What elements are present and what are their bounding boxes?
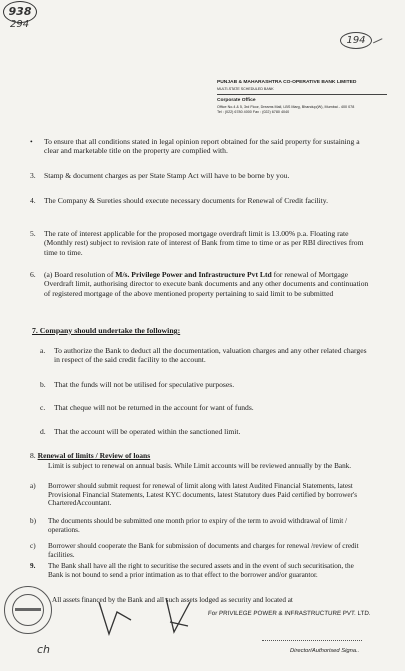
section-8-item-c xyxy=(30,542,370,560)
letterhead xyxy=(217,80,399,114)
section-7-heading: 7. Company should undertake the following: xyxy=(32,326,181,335)
office-address: Office No.4 & 5, 3rd Floor, Dreams Mall, LBS Marg, Bhandup(W), Mumbai - 400 078 xyxy=(217,105,355,109)
item-letter: b. xyxy=(40,380,46,389)
item-text: That cheque will not be returned in the account for want of funds. xyxy=(54,403,254,412)
section-8-title: Renewal of limits / Review of loans xyxy=(37,451,151,460)
top-right-number-text: 194 xyxy=(346,35,366,46)
item-text: Borrower should submit request for renewal of limit along with latest Audited Financial Statements, latest Provisional Financial Statements, Latest KYC documents, latest Statutory dues Paid certified by borrower's CharteredAccountant. xyxy=(48,482,358,508)
section-9-number: 9. xyxy=(30,562,36,570)
handwritten-initials: ch xyxy=(37,643,51,656)
letterhead-rule xyxy=(217,94,387,95)
condition-item-5 xyxy=(30,229,370,259)
item-number: 4. xyxy=(30,196,36,205)
signature-scribble-middle xyxy=(160,592,196,638)
item-text: The documents should be submitted one month prior to expiry of the term to avoid withdrawal of limit / operations. xyxy=(48,517,348,534)
section-8-item-b xyxy=(30,517,370,535)
company-stamp: For PRIVILEGE POWER & INFRASTRUCTURE PVT. LTD. xyxy=(207,610,371,617)
item-text: To authorize the Bank to deduct all the documentation, valuation charges and any other related charges in respect of the said credit facility to the account. xyxy=(54,346,367,365)
item-6-text xyxy=(44,270,370,298)
item-number: • xyxy=(30,137,33,146)
section-7-item-b xyxy=(40,380,370,390)
item-text: The Company & Sureties should execute necessary documents for Renewal of Credit facility. xyxy=(44,196,328,205)
handwritten-number-text: 294 xyxy=(10,19,30,30)
authorised-signatory-label: Director/Authorised Signa.. xyxy=(290,648,360,654)
condition-item-3 xyxy=(30,171,370,181)
item-number: 5. xyxy=(30,229,36,238)
section-7-item-c xyxy=(40,403,370,413)
condition-item-6 xyxy=(30,270,370,310)
section-9 xyxy=(30,562,370,590)
handwritten-number-annotation xyxy=(10,19,29,30)
section-7-item-a xyxy=(40,346,370,366)
item-text: That the funds will not be utilised for speculative purposes. xyxy=(54,380,235,389)
signature-scribble-left xyxy=(95,598,135,640)
item-number: 3. xyxy=(30,171,36,180)
section-8-heading xyxy=(30,451,150,460)
stamp-signature-line xyxy=(262,640,362,641)
section-8-number: 8. xyxy=(30,451,36,460)
item-letter: a) xyxy=(30,482,36,490)
circled-number-text: 938 xyxy=(8,5,32,18)
section-8-intro: Limit is subject to renewal on annual basis. While Limit accounts will be reviewed annually by the Bank. xyxy=(48,462,352,470)
top-right-number-annotation xyxy=(340,32,372,49)
corner-scribble-mark xyxy=(373,38,385,49)
office-contact: Tel : (022) 6780 4000 Fax : (022) 6780 4040 xyxy=(217,110,290,114)
round-seal-stamp xyxy=(4,586,52,634)
item-text: That the account will be operated within the sanctioned limit. xyxy=(54,427,241,436)
item-letter: c) xyxy=(30,542,36,550)
section-9-text: The Bank shall have all the right to securitise the secured assets and in the event of such securitisation, the Bank is not bound to send a prior intimation as to that effect to the borrower and/or guarantor. xyxy=(48,562,354,579)
item-letter: d. xyxy=(40,427,46,436)
item-6-text-end: for renewal of Mortgage Overdraft limit, authorising director to execute bank documents and any other documents and continuation of registered mortgage of the above mentioned property pertaining to said limit to be submitted xyxy=(44,270,369,298)
section-8-item-a xyxy=(30,482,370,517)
item-letter: b) xyxy=(30,517,36,525)
seal-bar xyxy=(15,608,41,611)
item-letter: c. xyxy=(40,403,46,412)
section-7-item-d xyxy=(40,427,370,437)
item-text: Stamp & document charges as per State Stamp Act will have to be borne by you. xyxy=(44,171,290,180)
condition-item-4 xyxy=(30,196,370,216)
item-6-text-start: (a) Board resolution of xyxy=(44,270,116,279)
item-number: 6. xyxy=(30,270,36,279)
company-name-bold: M/s. Privilege Power and Infrastructure Pvt Ltd xyxy=(115,270,272,279)
bank-name: PUNJAB & MAHARASHTRA CO-OPERATIVE BANK LIMITED xyxy=(217,80,357,85)
item-text: Borrower should cooperate the Bank for submission of documents and charges for renewal /review of credit facilities. xyxy=(48,542,359,559)
section-9-last-line: All assets financed by the Bank and all such assets lodged as security and located at xyxy=(52,596,293,604)
corporate-office-label: Corporate Office xyxy=(217,98,256,103)
item-letter: a. xyxy=(40,346,46,355)
item-text: The rate of interest applicable for the proposed mortgage overdraft limit is 13.00% p.a. Floating rate (Monthly rest) subject to revision rate of interest of Bank from time to time or as per RBI directives from time to time. xyxy=(44,229,364,257)
item-text: To ensure that all conditions stated in legal opinion report obtained for the said property for sustaining a clear and marketable title on the property are complied with. xyxy=(44,137,360,156)
condition-item-legal xyxy=(30,137,370,157)
bank-tagline: MULTI-STATE SCHEDULED BANK xyxy=(217,87,274,91)
